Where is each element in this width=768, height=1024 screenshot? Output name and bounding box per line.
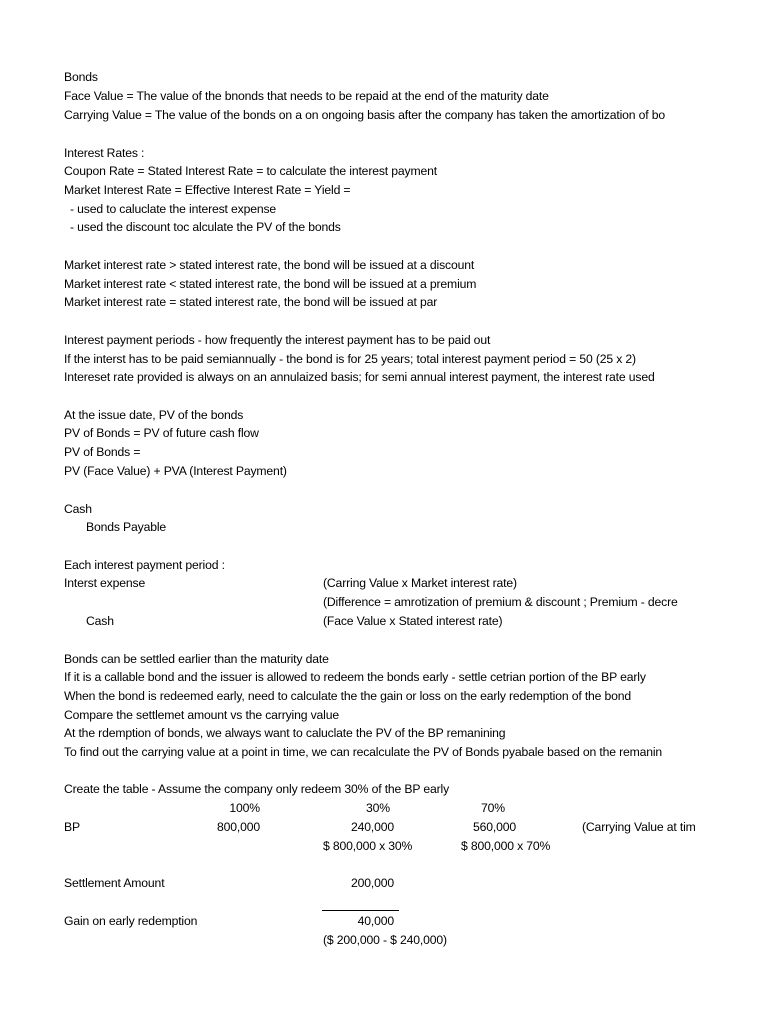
pv-formula-line: PV (Face Value) + PVA (Interest Payment) [64, 464, 287, 478]
sum-underline [322, 910, 399, 911]
header-100-pct: 100% [229, 801, 260, 815]
journal-cash: Cash [64, 502, 92, 516]
premium-rule: Market interest rate < stated interest rate, the bond will be issued at a premium [64, 277, 477, 291]
gain-calc: ($ 200,000 - $ 240,000) [323, 933, 447, 947]
at-redemption-line: At the rdemption of bonds, we always want to caluclate the PV of the BP remanining [64, 726, 506, 740]
market-rate-definition: Market Interest Rate = Effective Interest Rate = Yield = [64, 183, 351, 197]
coupon-rate-definition: Coupon Rate = Stated Interest Rate = to calculate the interest payment [64, 164, 437, 178]
bp-70-calc: $ 800,000 x 70% [461, 839, 551, 853]
bp-carrying-note: (Carrying Value at tim [582, 820, 696, 834]
settled-early-line: Bonds can be settled earlier than the maturity date [64, 652, 329, 666]
gain-label: Gain on early redemption [64, 914, 198, 928]
carrying-value-definition: Carrying Value = The value of the bonds on a on ongoing basis after the company has taken the amortization of bo [64, 108, 665, 122]
bp-30-value: 240,000 [350, 820, 394, 834]
each-period-heading: Each interest payment period : [64, 558, 225, 572]
semiannual-line: If the interst has to be paid semiannually - the bond is for 25 years; total interest payment period = 50 (25 x 2) [64, 352, 636, 366]
header-30-pct: 30% [366, 801, 390, 815]
pv-future-cash-line: PV of Bonds = PV of future cash flow [64, 426, 259, 440]
pv-of-bonds-line: PV of Bonds = [64, 445, 141, 459]
interest-expense-label: Interst expense [64, 576, 146, 590]
annualized-rate-line: Intereset rate provided is always on an annulaized basis; for semi annual interest payment, the interest rate used [64, 370, 655, 384]
create-table-line: Create the table - Assume the company only redeem 30% of the BP early [64, 782, 450, 796]
settlement-amount-value: 200,000 [350, 876, 394, 890]
bp-30-calc: $ 800,000 x 30% [323, 839, 413, 853]
callable-line: If it is a callable bond and the issuer is allowed to redeem the bonds early - settle cetrian portion of the BP early [64, 670, 646, 684]
bp-70-value: 560,000 [472, 820, 516, 834]
gain-value: 40,000 [357, 914, 394, 928]
used-for-discount-bullet: - used the discount toc alculate the PV of the bonds [70, 220, 341, 234]
redeemed-early-line: When the bond is redeemed early, need to calculate the the gain or loss on the early redemption of the bond [64, 689, 632, 703]
difference-note: (Difference = amrotization of premium & discount ; Premium - decre [323, 595, 678, 609]
bp-row-label: BP [64, 820, 80, 834]
interest-rates-heading: Interest Rates : [64, 146, 145, 160]
bonds-heading: Bonds [64, 70, 98, 84]
par-rule: Market interest rate = stated interest rate, the bond will be issued at par [64, 295, 438, 309]
payment-periods-line: Interest payment periods - how frequently the interest payment has to be paid out [64, 333, 491, 347]
used-for-expense-bullet: - used to caluclate the interest expense [70, 202, 277, 216]
discount-rule: Market interest rate > stated interest rate, the bond will be issued at a discount [64, 258, 475, 272]
header-70-pct: 70% [481, 801, 505, 815]
face-value-calc: (Face Value x Stated interest rate) [323, 614, 503, 628]
face-value-definition: Face Value = The value of the bnonds that needs to be repaid at the end of the maturity date [64, 89, 549, 103]
journal-bonds-payable: Bonds Payable [86, 520, 167, 534]
settlement-amount-label: Settlement Amount [64, 876, 165, 890]
period-cash-label: Cash [86, 614, 114, 628]
compare-line: Compare the settlemet amount vs the carrying value [64, 708, 339, 722]
carrying-value-calc: (Carring Value x Market interest rate) [323, 576, 517, 590]
find-carrying-line: To find out the carrying value at a point in time, we can recalculate the PV of Bonds pyabale based on the remanin [64, 745, 663, 759]
issue-date-line: At the issue date, PV of the bonds [64, 408, 244, 422]
bp-100-value: 800,000 [216, 820, 260, 834]
